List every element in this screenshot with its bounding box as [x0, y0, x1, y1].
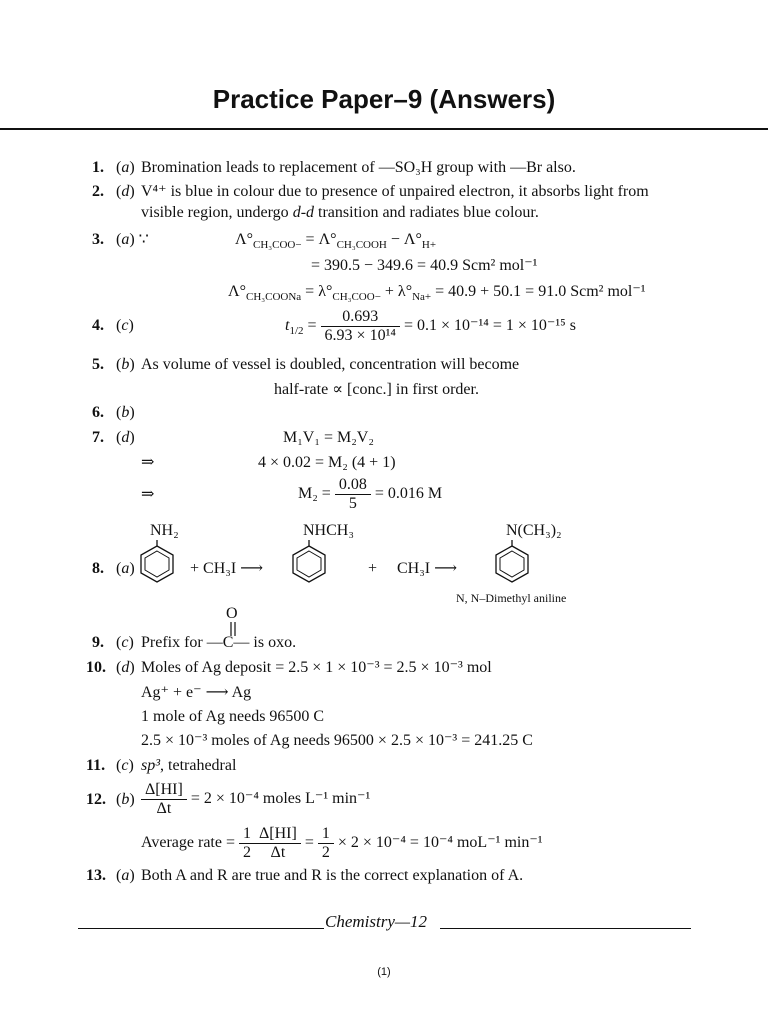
q2-number: 2.	[92, 183, 104, 200]
q12-option: (b)	[116, 791, 135, 808]
q7-option: (d)	[116, 429, 135, 446]
q10-line3: 1 mole of Ag needs 96500 C	[141, 708, 325, 725]
footer-rule-left	[78, 928, 324, 929]
q1-option: (a)	[116, 159, 135, 176]
q2-line2: visible region, undergo d-d transition and radiates blue colour.	[141, 204, 539, 221]
q10-option: (d)	[116, 659, 135, 676]
q10-line2: Ag⁺ + e⁻ ⟶ Ag	[141, 684, 252, 701]
q7-line3: M₂ = $\frac{0.08}{5}$ = 0.016 M	[298, 475, 443, 512]
q3-line2: = 390.5 − 349.6 = 40.9 Scm² mol⁻¹	[311, 257, 538, 274]
q6-option: (b)	[116, 404, 135, 421]
q1-number: 1.	[92, 159, 104, 176]
q13-option: (a)	[116, 867, 135, 884]
q9-text: Prefix for —C— is oxo.	[141, 634, 297, 651]
q10-line4: 2.5 × 10⁻³ moles of Ag needs 96500 × 2.5 × 10⁻³ = 241.25 C	[141, 732, 533, 749]
q10-number: 10.	[86, 659, 106, 676]
q12-line2: Average rate = $\frac{1}{2}$ $\frac{\Delta[HI]}{\Delta t}$ = $\frac{1}{2}$ × 2 × 10⁻⁴ = 10⁻⁴ moL⁻¹ min⁻¹	[141, 824, 543, 861]
q8-nch32-label: N(CH₃)₂	[506, 522, 562, 539]
q7-line1: M₁V₁ = M₂V₂	[283, 429, 374, 446]
q3-option: (a) ∵	[116, 231, 149, 248]
q8-nh2-label: NH₂	[150, 522, 179, 539]
benzene-ring-icon	[493, 540, 531, 584]
q7-line2: 4 × 0.02 = M₂ (4 + 1)	[258, 454, 396, 471]
q9-option: (c)	[116, 634, 134, 651]
q5-line2: half-rate ∝ [conc.] in first order.	[274, 381, 479, 398]
q6-number: 6.	[92, 404, 104, 421]
q11-option: (c)	[116, 757, 134, 774]
q1-text: Bromination leads to replacement of —SO₃H group with —Br also.	[141, 159, 576, 176]
benzene-ring-icon	[138, 540, 176, 584]
q12-line1: $\frac{\Delta[HI]}{\Delta t}$ = 2 × 10⁻⁴ moles L⁻¹ min⁻¹	[141, 779, 370, 819]
q10-line1: Moles of Ag deposit = 2.5 × 1 × 10⁻³ = 2.5 × 10⁻³ mol	[141, 659, 492, 676]
page-title: Practice Paper–9 (Answers)	[212, 84, 556, 114]
q8-nhch3-label: NHCH₃	[303, 522, 354, 539]
q2-line1: V⁴⁺ is blue in colour due to presence of unpaired electron, it absorbs light from	[141, 183, 649, 200]
q8-reagent2: CH₃I ⟶	[397, 560, 458, 577]
q8-number: 8.	[92, 560, 104, 577]
title-rule	[0, 128, 768, 130]
footer-rule-right	[440, 928, 691, 929]
q5-number: 5.	[92, 356, 104, 373]
q4-equation: $t_{1/2}$ = $\frac{0.693}{\text{6.93 × 10¹⁴}}$ = 0.1 × 10⁻¹⁴ = 1 × 10⁻¹⁵ s	[285, 307, 576, 344]
page-number: (1)	[377, 966, 391, 978]
q12-number: 12.	[86, 791, 106, 808]
q8-option: (a)	[116, 560, 135, 577]
q13-text: Both A and R are true and R is the correct explanation of A.	[141, 867, 524, 884]
q4-option: (c)	[116, 317, 134, 334]
q8-plus: +	[368, 560, 378, 577]
q8-product-name: N, N–Dimethyl aniline	[456, 591, 567, 605]
q7-arrow1: ⇒	[141, 454, 155, 471]
q4-number: 4.	[92, 317, 104, 334]
q13-number: 13.	[86, 867, 106, 884]
q2-option: (d)	[116, 183, 135, 200]
q3-line3: $\Lambda^\circ_{CH_3COONa} = \lambda^\circ_{CH_3COO-} + \lambda^\circ_{Na+} = 40.9 + 50.1 = 91.0$ Scm² mol⁻¹	[228, 283, 646, 304]
q9-oxygen: O	[226, 605, 238, 622]
q7-number: 7.	[92, 429, 104, 446]
q11-text: sp³, tetrahedral	[141, 757, 237, 774]
q5-option: (b)	[116, 356, 135, 373]
q5-line1: As volume of vessel is doubled, concentration will become	[141, 356, 520, 373]
q11-number: 11.	[86, 757, 106, 774]
q3-number: 3.	[92, 231, 104, 248]
q7-arrow2: ⇒	[141, 486, 155, 503]
footer-subject: Chemistry—12	[325, 912, 427, 931]
q9-number: 9.	[92, 634, 104, 651]
benzene-ring-icon	[290, 540, 328, 584]
q3-line1: $\Lambda^\circ_{CH_3COO-} = \Lambda^\circ_{CH_3COOH} - \Lambda^\circ_{H+}$	[235, 231, 437, 252]
q8-reagent1: + CH₃I ⟶	[190, 560, 264, 577]
